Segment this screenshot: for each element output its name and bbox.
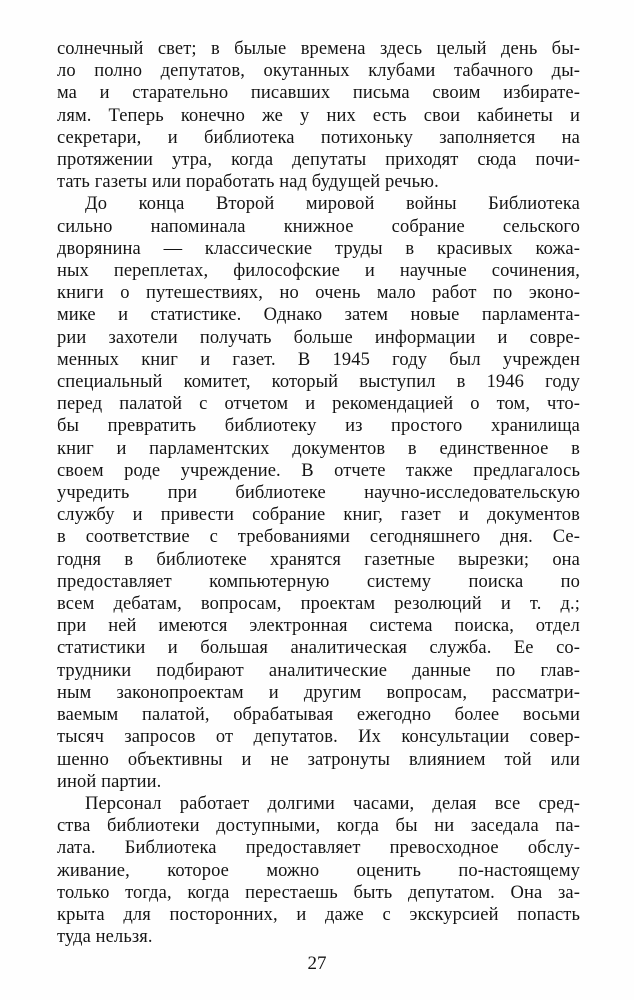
text-line: при ней имеются электронная система поиска, отдел bbox=[57, 616, 580, 637]
text-line: шенно объективны и не затронуты влиянием той или bbox=[57, 749, 580, 770]
text-line: книг и парламентских документов в единственное в bbox=[57, 438, 580, 459]
text-line: всем дебатам, вопросам, проектам резолюций и т. д.; bbox=[57, 594, 580, 615]
text-line: только тогда, когда перестаешь быть депутатом. Она за- bbox=[57, 882, 580, 903]
text-line: перед палатой с отчетом и рекомендацией о том, что- bbox=[57, 394, 580, 415]
text-line: рии захотели получать больше информации и совре- bbox=[57, 327, 580, 348]
paragraph bbox=[57, 193, 580, 792]
text-line: лям. Теперь конечно же у них есть свои кабинеты и bbox=[57, 105, 580, 126]
text-line: ных переплетах, философские и научные сочинения, bbox=[57, 261, 580, 282]
text-line: менных книг и газет. В 1945 году был учрежден bbox=[57, 349, 580, 370]
text-line: тысяч запросов от депутатов. Их консультации совер- bbox=[57, 727, 580, 748]
text-line: иной партии. bbox=[57, 771, 162, 792]
paragraph bbox=[57, 38, 580, 193]
text-line: специальный комитет, который выступил в 1946 году bbox=[57, 372, 580, 393]
text-line: учредить при библиотеке научно-исследовательскую bbox=[57, 483, 580, 504]
text-line: ства библиотеки доступными, когда бы ни заседала па- bbox=[57, 816, 580, 837]
text-line: лата. Библиотека предоставляет превосходное обслу- bbox=[57, 838, 580, 859]
text-line: своем роде учреждение. В отчете также предлагалось bbox=[57, 460, 580, 481]
text-line: До конца Второй мировой войны Библиотека bbox=[85, 194, 580, 215]
text-line: книги о путешествиях, но очень мало работ по эконо- bbox=[57, 283, 580, 304]
text-line: туда нельзя. bbox=[57, 927, 153, 948]
text-line: солнечный свет; в былые времена здесь целый день бы- bbox=[57, 39, 580, 59]
text-line: ма и старательно писавших письма своим избирате- bbox=[57, 83, 580, 104]
text-line: живание, которое можно оценить по-настоящему bbox=[57, 860, 580, 881]
text-line: статистики и большая аналитическая служба. Ее со- bbox=[57, 638, 580, 659]
paragraph bbox=[57, 793, 580, 948]
text-line: протяжении утра, когда депутаты приходят сюда почи- bbox=[57, 150, 580, 171]
text-line: ным законопроектам и другим вопросам, рассматри- bbox=[57, 682, 580, 703]
text-line: трудники подбирают аналитические данные по глав- bbox=[57, 660, 580, 681]
text-line: ло полно депутатов, окутанных клубами табачного ды- bbox=[57, 61, 580, 82]
text-line: крыта для посторонних, и даже с экскурсией попасть bbox=[57, 904, 580, 925]
text-line: ваемым палатой, обрабатывая ежегодно более восьми bbox=[57, 705, 580, 726]
text-line: бы превратить библиотеку из простого хранилища bbox=[57, 416, 580, 437]
text-line: секретари, и библиотека потихоньку заполняется на bbox=[57, 127, 580, 148]
text-line: службу и привести собрание книг, газет и документов bbox=[57, 505, 580, 526]
page-number: 27 bbox=[307, 953, 327, 975]
text-line: сильно напоминала книжное собрание сельского bbox=[57, 216, 580, 237]
text-line: годня в библиотеке хранятся газетные вырезки; она bbox=[57, 549, 580, 570]
text-line: Персонал работает долгими часами, делая все сред- bbox=[85, 793, 580, 814]
text-line: в соответствие с требованиями сегодняшнего дня. Се- bbox=[57, 527, 580, 548]
text-line: мике и статистике. Однако затем новые парламента- bbox=[57, 305, 580, 326]
text-line: дворянина — классические труды в красивых кожа- bbox=[57, 238, 580, 259]
text-line: предоставляет компьютерную систему поиска по bbox=[57, 571, 580, 592]
text-line: тать газеты или поработать над будущей речью. bbox=[57, 172, 439, 193]
